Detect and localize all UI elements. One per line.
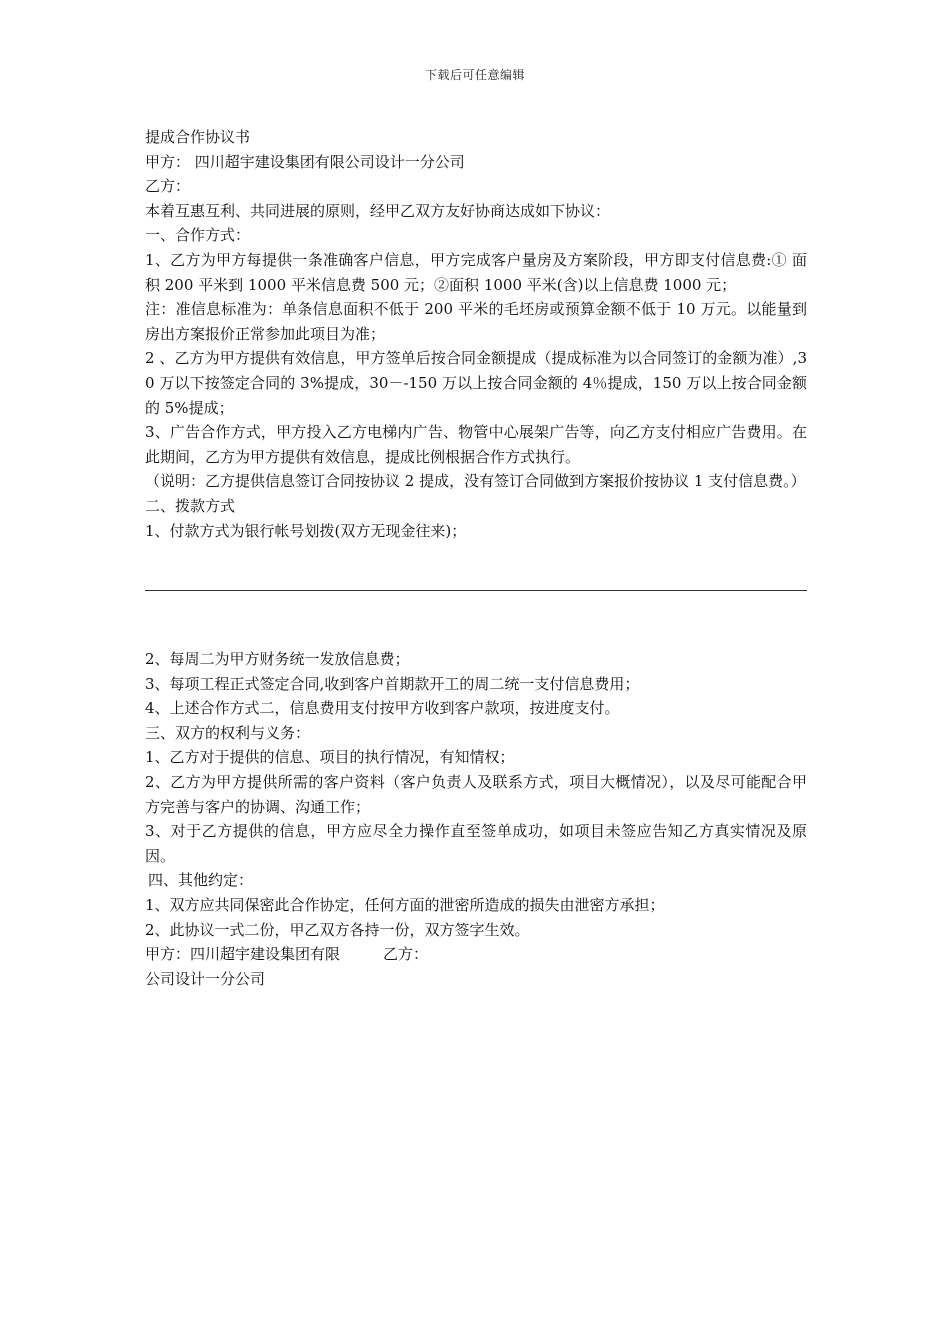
section-3-item-2: 2、乙方为甲方提供所需的客户资料（客户负责人及联系方式，项目大概情况），以及尽可能配合甲方完善与客户的协调、沟通工作；	[145, 772, 807, 816]
section-2-item-3: 3、每项工程正式签定合同,收到客户首期款开工的周二统一支付信息费用；	[145, 674, 640, 693]
header-note: 下载后可任意编辑	[424, 68, 525, 82]
section-3-item-3: 3、对于乙方提供的信息，甲方应尽全力操作直至签单成功，如项目未签应告知乙方真实情况及原因。	[145, 822, 807, 865]
section-2-title: 二、拨款方式	[145, 496, 236, 515]
page-break-rule	[145, 590, 807, 591]
section-1-item-3: 3、广告合作方式，甲方投入乙方电梯内广告、物管中心展架广告等，向乙方支付相应广告费用。在此期间，乙方为甲方提供有效信息，提成比例根据合作方式执行。	[145, 423, 807, 466]
section-4-item-2: 2、此协议一式二份，甲乙双方各持一份，双方签字生效。	[145, 920, 530, 939]
signature-party-a: 甲方：四川超宇建设集团有限	[145, 945, 341, 964]
section-2-item-1: 1、付款方式为银行帐号划拨(双方无现金往来)；	[145, 521, 467, 540]
preamble: 本着互惠互利、共同进展的原则，经甲乙双方友好协商达成如下协议：	[145, 201, 611, 220]
section-1-title: 一、合作方式：	[145, 226, 251, 245]
section-3-title: 三、双方的权利与义务：	[145, 723, 311, 742]
party-a: 甲方： 四川超宇建设集团有限公司设计一分公司	[145, 152, 465, 171]
document-body-part-1	[145, 125, 807, 543]
section-4-item-1: 1、双方应共同保密此合作协定，任何方面的泄密所造成的损失由泄密方承担；	[145, 895, 665, 914]
section-2-item-4: 4、上述合作方式二，信息费用支付按甲方收到客户款项，按进度支付。	[145, 699, 620, 718]
document-title: 提成合作协议书	[145, 128, 251, 146]
section-3-item-1: 1、乙方对于提供的信息、项目的执行情况，有知情权；	[145, 748, 515, 767]
section-1-explanation: （说明：乙方提供信息签订合同按协议 2 提成，没有签订合同做到方案报价按协议 1 支付信息费。）	[145, 472, 806, 491]
section-1-item-1: 1、乙方为甲方每提供一条准确客户信息，甲方完成客户量房及方案阶段，甲方即支付信息费:① 面积 200 平米到 1000 平米信息费 500 元；②面积 1000 平米(含)以上信息费 1000 元；	[145, 250, 807, 294]
signature-party-a-continued: 公司设计一分公司	[145, 969, 266, 988]
section-1-note: 注：准信息标准为：单条信息面积不低于 200 平米的毛坯房或预算金额不低于 10 万元。以能量到房出方案报价正常参加此项目为准；	[145, 300, 807, 343]
signature-row	[145, 942, 807, 967]
section-1-item-2: 2 、乙方为甲方提供有效信息，甲方签单后按合同金额提成（提成标准为以合同签订的金额为准）,30 万以下按签定合同的 3%提成，30－-150 万以上按合同金额的 4％提成，150 万以上按合同金额的 5%提成；	[145, 349, 807, 417]
section-4-title: 四、其他约定：	[148, 871, 254, 890]
document-body-part-2	[145, 647, 807, 991]
signature-party-b: 乙方：	[383, 945, 429, 964]
party-b: 乙方：	[145, 177, 191, 196]
section-2-item-2: 2、每周二为甲方财务统一发放信息费；	[145, 650, 410, 668]
